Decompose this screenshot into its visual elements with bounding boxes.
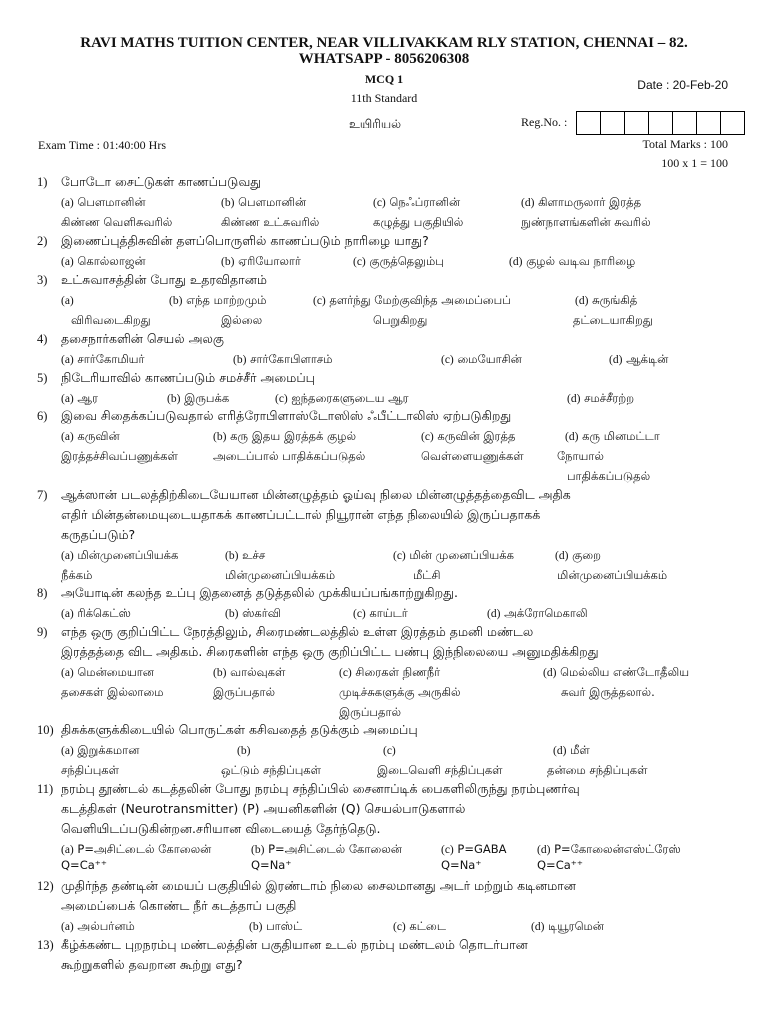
- option-a-cont: விரிவடைகிறது: [71, 313, 151, 327]
- question-number: 5): [37, 371, 48, 385]
- question-text: இவை சிதைக்கப்படுவதால் எரித்ரோபிளாஸ்டோஸிஸ் ஃபீட்டாலிஸ் ஏற்படுகிறது: [61, 408, 512, 423]
- option-c-cont: கழுத்து பகுதியில்: [373, 215, 464, 229]
- question-text-line3: கருதப்படும்?: [61, 527, 136, 542]
- option-b[interactable]: (b) ஏரியோலார்: [221, 254, 301, 268]
- exam-date: Date : 20-Feb-20: [637, 78, 728, 92]
- option-c[interactable]: (c) கட்டை: [393, 919, 446, 933]
- option-a[interactable]: (a) கொல்லாஜன்: [61, 254, 146, 268]
- option-d-cont: Q=Ca⁺⁺: [537, 858, 583, 872]
- question-number: 1): [37, 175, 48, 189]
- reg-box: [696, 111, 721, 135]
- option-c-cont: மீட்சி: [413, 568, 441, 582]
- option-b[interactable]: (b) பாஸ்ட்: [249, 919, 303, 933]
- option-b[interactable]: (b) சார்கோபிளாசம்: [233, 352, 333, 366]
- question-5: [37, 368, 737, 408]
- option-d-cont2: பாதிக்கப்படுதல்: [567, 469, 651, 483]
- option-a-cont: கிண்ண வெளிசுவரில்: [61, 215, 173, 229]
- question-number: 2): [37, 234, 48, 248]
- option-c-cont: வெள்ளையணுக்கள்: [421, 449, 524, 463]
- option-c-cont: Q=Na⁺: [441, 858, 482, 872]
- option-c-cont2: இருப்பதால்: [339, 705, 402, 719]
- option-a-cont: தசைகள் இல்லாமை: [61, 685, 164, 699]
- question-text: முதிர்ந்த தண்டின் மையப் பகுதியில் இரண்டாம் நிலை சைலமானது அடர் மற்றும் கடினமான: [61, 878, 576, 893]
- question-text: நிடேரியாவில் காணப்படும் சமச்சீர் அமைப்பு: [61, 370, 315, 385]
- option-d[interactable]: (d) குறை: [555, 548, 601, 562]
- option-a-cont: நீக்கம்: [61, 568, 93, 582]
- option-a[interactable]: (a): [61, 295, 74, 307]
- option-d[interactable]: (d) அக்ரோமெகாலி: [487, 606, 588, 620]
- option-b-cont: கிண்ண உட்சுவரில்: [221, 215, 320, 229]
- question-text: திசுக்களுக்கிடையில் பொருட்கள் கசிவதைத் தடுக்கும் அமைப்பு: [61, 722, 418, 737]
- option-a[interactable]: (a) சார்கோமியர்: [61, 352, 145, 366]
- question-number: 10): [37, 723, 54, 737]
- standard: 11th Standard: [350, 91, 418, 105]
- option-d-cont: நோயால்: [557, 449, 604, 463]
- option-c[interactable]: (c): [383, 745, 396, 757]
- question-text-line2: கடத்திகள் (Neurotransmitter) (P) அயனிகளின் (Q) செயல்பாடுகளால்: [61, 801, 466, 816]
- option-d-cont: சுவர் இருத்தலால்.: [561, 685, 655, 699]
- test-name: MCQ 1: [364, 72, 404, 86]
- option-a-cont: சந்திப்புகள்: [61, 763, 120, 777]
- option-b-cont: இல்லை: [221, 313, 263, 327]
- option-d[interactable]: (d) கரு மினமட்டா: [565, 429, 660, 443]
- option-b[interactable]: (b) இருபக்க: [167, 391, 230, 405]
- option-b-cont: Q=Na⁺: [251, 858, 292, 872]
- option-d[interactable]: (d) மீள்: [553, 743, 590, 757]
- option-b[interactable]: (b) P=அசிட்டைல் கோலைன்: [251, 842, 402, 856]
- option-b-cont: அடைப்பால் பாதிக்கப்படுதல்: [213, 449, 366, 463]
- option-a[interactable]: (a) ஆர: [61, 391, 98, 405]
- option-c[interactable]: (c) நெஃப்ரானின்: [373, 195, 461, 209]
- option-a-cont: இரத்தச்சிவப்பணுக்கள்: [61, 449, 178, 463]
- option-a[interactable]: (a) இறுக்கமான: [61, 743, 140, 757]
- question-4: [37, 329, 737, 369]
- question-8: [37, 583, 737, 623]
- question-12: [37, 876, 737, 936]
- question-text: தசைநார்களின் செயல் அலகு: [61, 331, 224, 346]
- option-b[interactable]: (b) கரு இதய இரத்தக் குழல்: [213, 429, 357, 443]
- question-number: 6): [37, 409, 48, 423]
- option-b[interactable]: (b) வால்வுகள்: [213, 665, 286, 679]
- option-d[interactable]: (d) P=கோலைன்எஸ்ட்ரேஸ்: [537, 842, 681, 856]
- option-a-cont: Q=Ca⁺⁺: [61, 858, 107, 872]
- header-whatsapp: WHATSAPP - 8056206308: [298, 51, 470, 67]
- reg-no-label: Reg.No. :: [521, 115, 568, 129]
- option-c[interactable]: (c) ஐந்தரைகளுடைய ஆர: [275, 391, 409, 405]
- option-b[interactable]: (b) பௌமானின்: [221, 195, 307, 209]
- option-d-cont: மின்முனைப்பியக்கம்: [557, 568, 668, 582]
- mark-calculation: 100 x 1 = 100: [661, 156, 728, 170]
- option-a[interactable]: (a) பௌமானின்: [61, 195, 146, 209]
- header-title: RAVI MATHS TUITION CENTER, NEAR VILLIVAKKAM RLY STATION, CHENNAI – 82.: [80, 35, 688, 51]
- question-text: நரம்பு தூண்டல் கடத்தலின் போது நரம்பு சந்திப்பில் சைனாப்டிக் பைகளிலிருந்து நரம்புணர்வு: [61, 781, 580, 796]
- question-number: 13): [37, 938, 54, 952]
- reg-box: [648, 111, 673, 135]
- option-d[interactable]: (d) ஆக்டின்: [609, 352, 669, 366]
- option-d[interactable]: (d) மெல்லிய எண்டோதீலிய: [543, 665, 690, 679]
- option-d-cont: தட்டையாகிறது: [573, 313, 653, 327]
- option-c[interactable]: (c) தளர்ந்து மேற்குவிந்த அமைப்பைப்: [313, 293, 511, 307]
- option-c[interactable]: (c) காய்டர்: [353, 606, 408, 620]
- question-number: 3): [37, 273, 48, 287]
- option-d[interactable]: (d) குழல் வடிவ நாரிழை: [509, 254, 636, 268]
- option-c-cont: முடிச்சுகளுக்கு அருகில்: [339, 685, 461, 699]
- option-d[interactable]: (d) கிளாமருலார் இரத்த: [521, 195, 642, 209]
- reg-box: [600, 111, 625, 135]
- option-b[interactable]: (b) உச்ச: [225, 548, 266, 562]
- option-c-cont: இடைவெளி சந்திப்புகள்: [377, 763, 503, 777]
- option-a[interactable]: (a) மின்முனைப்பியக்க: [61, 548, 179, 562]
- question-11: [37, 779, 737, 875]
- question-text: உட்சுவாசத்தின் போது உதரவிதானம்: [61, 272, 267, 287]
- question-1: [37, 172, 737, 232]
- question-2: [37, 231, 737, 271]
- option-b-cont: மின்முனைப்பியக்கம்: [225, 568, 336, 582]
- option-d[interactable]: (d) டியூரமென்: [531, 919, 604, 933]
- option-b[interactable]: (b): [237, 745, 251, 757]
- option-b[interactable]: (b) ஸ்கர்வி: [225, 606, 281, 620]
- question-3: [37, 270, 737, 330]
- subject: உயிரியல்: [349, 117, 402, 131]
- option-d-cont: தன்மை சந்திப்புகள்: [547, 763, 648, 777]
- question-number: 7): [37, 488, 48, 502]
- option-b-cont: இருப்பதால்: [213, 685, 276, 699]
- question-9: [37, 622, 737, 722]
- option-b[interactable]: (b) எந்த மாற்றமும்: [169, 293, 267, 307]
- question-7: [37, 485, 737, 585]
- question-6: [37, 406, 737, 486]
- option-c[interactable]: (c) கருவின் இரத்த: [421, 429, 516, 443]
- option-c[interactable]: (c) மின் முனைப்பியக்க: [393, 548, 514, 562]
- question-text-line2: அமைப்பைக் கொண்ட நீர் கடத்தாப் பகுதி: [61, 898, 297, 913]
- question-text: போடோ சைட்டுகள் காணப்படுவது: [61, 174, 262, 189]
- question-text: கீழ்க்கண்ட புறநரம்பு மண்டலத்தின் பகுதியான உடல் நரம்பு மண்டலம் தொடர்பான: [61, 937, 528, 952]
- option-d[interactable]: (d) சமச்சீரற்ற: [567, 391, 635, 405]
- option-c[interactable]: (c) குருத்தெலும்பு: [353, 254, 444, 268]
- option-d-cont: நுண்நாளங்களின் சுவரில்: [521, 215, 651, 229]
- question-number: 9): [37, 625, 48, 639]
- question-number: 4): [37, 332, 48, 346]
- question-text-line2: இரத்தத்தை விட அதிகம். சிரைகளின் எந்த ஒரு குறிப்பிட்ட பண்பு இந்நிலையை அனுமதிக்கிறது: [61, 644, 599, 659]
- option-c[interactable]: (c) மையோசின்: [441, 352, 522, 366]
- option-a[interactable]: (a) கருவின்: [61, 429, 120, 443]
- reg-no-boxes: [577, 111, 745, 135]
- question-text-line3: வெளியிடப்படுகின்றன.சரியான விடையைத் தேர்ந்தெடு.: [61, 821, 381, 836]
- question-text-line2: கூற்றுகளில் தவறான கூற்று எது?: [61, 957, 243, 972]
- option-c-cont: பெறுகிறது: [373, 313, 428, 327]
- option-a[interactable]: (a) ரிக்கெட்ஸ்: [61, 606, 131, 620]
- option-d[interactable]: (d) சுருங்கித்: [575, 293, 638, 307]
- question-text-line2: எதிர் மின்தன்மையுடையதாகக் காணப்பட்டால் நியூரான் எந்த நிலையில் இருப்பதாகக்: [61, 507, 541, 522]
- option-b-cont: ஒட்டும் சந்திப்புகள்: [221, 763, 321, 777]
- option-a[interactable]: (a) மென்மையான: [61, 665, 154, 679]
- question-10: [37, 720, 737, 780]
- question-number: 8): [37, 586, 48, 600]
- question-text: ஆக்ஸான் படலத்திற்கிடையேயான மின்னழுத்தம் ஓய்வு நிலை மின்னழுத்தத்தைவிட அதிக: [61, 487, 571, 502]
- question-number: 11): [37, 782, 54, 796]
- question-text: இணைப்புத்திசுவின் தளப்பொருளில் காணப்படும் நாரிழை யாது?: [61, 233, 429, 248]
- question-number: 12): [37, 879, 54, 893]
- option-a[interactable]: (a) P=அசிட்டைல் கோலைன்: [61, 842, 212, 856]
- total-marks: Total Marks : 100: [642, 137, 728, 151]
- reg-box: [624, 111, 649, 135]
- exam-time: Exam Time : 01:40:00 Hrs: [38, 138, 167, 152]
- question-text: அயோடின் கலந்த உப்பு இதனைத் தடுத்தலில் முக்கியப்பங்காற்றுகிறது.: [61, 585, 458, 600]
- option-a[interactable]: (a) அல்பர்னம்: [61, 919, 135, 933]
- reg-box: [672, 111, 697, 135]
- question-text: எந்த ஒரு குறிப்பிட்ட நேரத்திலும், சிரைமண்டலத்தில் உள்ள இரத்தம் தமனி மண்டல: [61, 624, 534, 639]
- question-13: [37, 935, 737, 975]
- reg-box: [720, 111, 745, 135]
- option-c[interactable]: (c) சிரைகள் நிணநீர்: [339, 665, 441, 679]
- option-c[interactable]: (c) P=GABA: [441, 842, 507, 856]
- reg-box: [576, 111, 601, 135]
